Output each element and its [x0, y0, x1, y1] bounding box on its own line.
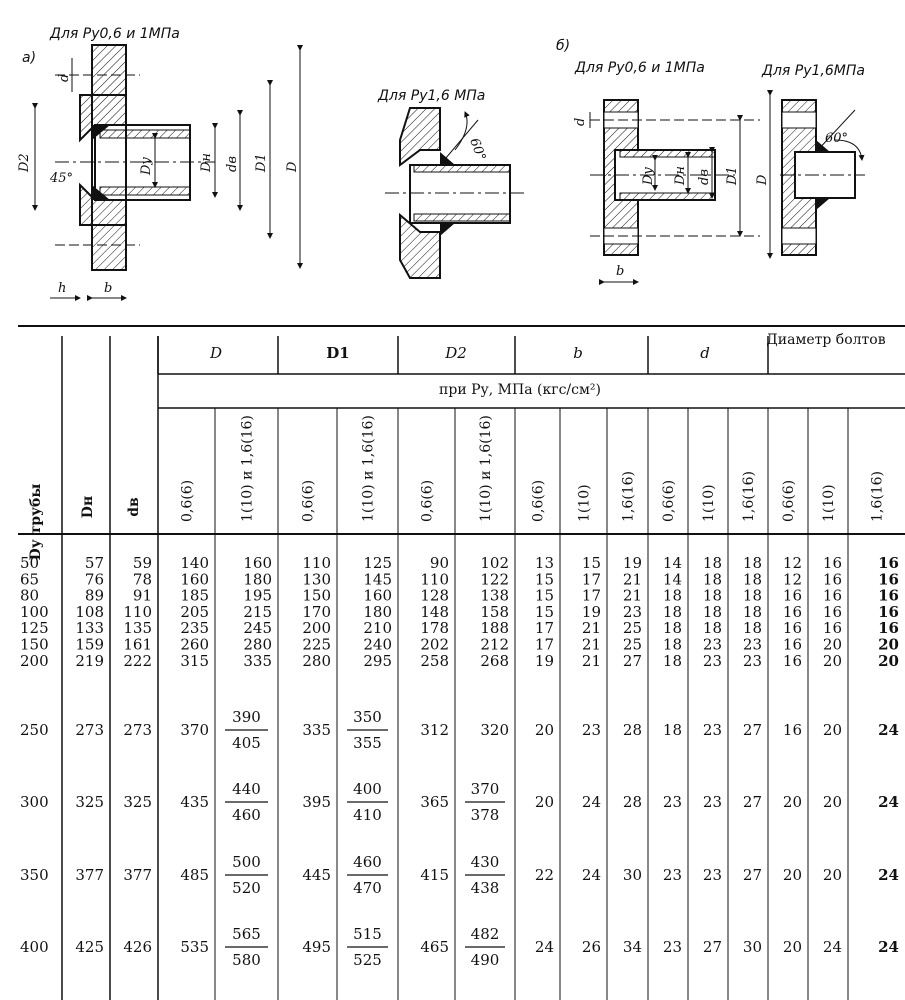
flange-dimensions-table: [0, 322, 905, 1000]
table-cell: 18: [742, 570, 762, 589]
table-cell: 15: [581, 554, 601, 572]
table-cell: 482: [470, 925, 500, 943]
table-cell: 17: [534, 619, 554, 638]
table-cell: 16: [822, 570, 842, 589]
table-cell: 200: [302, 619, 331, 638]
table-cell: 20: [822, 793, 842, 811]
table-cell: 235: [180, 619, 209, 638]
table-cell: 23: [702, 866, 722, 884]
table-cell: 30: [622, 866, 642, 884]
table-cell: 160: [363, 586, 392, 605]
dim-a-d2: D2: [17, 153, 32, 172]
table-cell: 410: [353, 806, 382, 824]
table-cell: 26: [581, 938, 601, 956]
table-cell: 425: [75, 938, 104, 956]
table-cell: 365: [420, 793, 449, 811]
table-row: [20, 554, 899, 572]
table-cell: 148: [420, 602, 449, 621]
pressure-caption: при Pу, МПа (кгс/см²): [439, 382, 601, 398]
table-cell: 78: [132, 570, 152, 589]
table-cell: 24: [822, 938, 842, 956]
table-cell: 18: [662, 651, 682, 670]
subheader-pressure: 1,6(16): [869, 470, 886, 522]
table-cell: 23: [702, 721, 722, 739]
dim-a-dn: Dн: [199, 153, 214, 172]
dim-a-D: D: [285, 161, 300, 172]
table-cell: 335: [302, 721, 331, 739]
table-cell: 300: [20, 793, 49, 811]
table-cell: 25: [622, 635, 642, 654]
table-cell: 19: [622, 554, 642, 572]
table-cell: 400: [20, 938, 49, 956]
table-cell: 12: [782, 554, 802, 572]
table-cell: 159: [75, 635, 104, 654]
header-D1: D1: [326, 344, 350, 362]
table-cell: 24: [878, 866, 899, 884]
table-row: [20, 652, 899, 670]
table-cell: 133: [75, 619, 104, 638]
table-cell: 23: [742, 635, 762, 654]
table-cell: 16: [822, 554, 842, 572]
table-cell: 460: [232, 806, 261, 824]
table-cell: 18: [662, 602, 682, 621]
table-cell: 415: [420, 866, 449, 884]
dim-a-angle45: 45°: [50, 171, 74, 186]
table-cell: 27: [622, 651, 642, 670]
table-cell: 17: [534, 635, 554, 654]
flange-drawings: [0, 0, 905, 310]
drawing-a-alt: [377, 88, 525, 278]
table-cell: 128: [420, 586, 449, 605]
table-cell: 16: [782, 721, 802, 739]
subheader-pressure: 0,6(6): [661, 479, 677, 522]
table-cell: 16: [782, 602, 802, 621]
table-cell: 395: [302, 793, 331, 811]
table-cell: 65: [20, 570, 40, 589]
dim-b-b: b: [616, 264, 625, 279]
table-cell: 170: [302, 602, 331, 621]
table-cell: 21: [581, 651, 601, 670]
table-cell: 18: [662, 721, 682, 739]
drawing-b-alt-caption: Для Pу1,6МПа: [762, 63, 865, 79]
table-cell: 20: [782, 793, 802, 811]
table-cell: 20: [878, 651, 899, 670]
table-cell: 295: [363, 651, 392, 670]
table-cell: 23: [662, 938, 682, 956]
table-cell: 14: [662, 554, 682, 572]
subheader-pressure: 0,6(6): [419, 479, 436, 522]
table-cell: 145: [363, 570, 392, 589]
table-cell: 15: [534, 586, 554, 605]
table-cell: 23: [702, 651, 722, 670]
dim-a-d: d: [57, 73, 72, 82]
table-cell: 20: [782, 938, 802, 956]
table-cell: 16: [782, 619, 802, 638]
table-cell: 222: [123, 651, 152, 670]
table-cell: 102: [480, 554, 509, 572]
table-cell: 160: [243, 554, 272, 572]
table-cell: 34: [622, 938, 642, 956]
table-row: [20, 780, 899, 824]
table-cell: 20: [534, 793, 554, 811]
table-cell: 320: [480, 721, 509, 739]
pressure-subheaders: [180, 415, 886, 522]
table-cell: 16: [878, 570, 899, 589]
table-cell: 18: [742, 586, 762, 605]
header-dv: dв: [126, 497, 142, 517]
table-cell: 23: [662, 793, 682, 811]
table-cell: 23: [742, 651, 762, 670]
table-row: [20, 587, 899, 605]
table-cell: 28: [622, 793, 642, 811]
subheader-pressure: 1,6(16): [741, 470, 757, 522]
table-cell: 515: [353, 925, 382, 943]
table-cell: 495: [302, 938, 331, 956]
table-cell: 18: [662, 586, 682, 605]
table-cell: 110: [420, 570, 449, 589]
table-cell: 355: [353, 734, 382, 752]
table-cell: 405: [232, 734, 261, 752]
table-cell: 23: [622, 602, 642, 621]
table-cell: 14: [662, 570, 682, 589]
table-cell: 20: [782, 866, 802, 884]
table-cell: 16: [878, 586, 899, 605]
table-cell: 150: [302, 586, 331, 605]
dim-a-d1: D1: [254, 153, 269, 172]
table-cell: 158: [480, 602, 509, 621]
drawing-a: [17, 26, 300, 298]
table-cell: 89: [84, 586, 104, 605]
table-cell: 18: [742, 619, 762, 638]
table-cell: 16: [782, 651, 802, 670]
table-cell: 90: [429, 554, 449, 572]
table-cell: 18: [742, 554, 762, 572]
drawing-b: [556, 38, 865, 282]
table-cell: 426: [123, 938, 152, 956]
table-cell: 140: [180, 554, 209, 572]
drawing-b-letter: б): [556, 38, 571, 54]
table-row: [20, 570, 899, 588]
table-cell: 20: [878, 635, 899, 654]
dim-a-h: h: [58, 281, 67, 296]
table-cell: 273: [75, 721, 104, 739]
table-cell: 59: [132, 554, 152, 572]
table-cell: 195: [243, 586, 272, 605]
table-cell: 16: [878, 619, 899, 638]
table-row: [20, 708, 899, 752]
table-cell: 20: [822, 635, 842, 654]
table-cell: 430: [470, 853, 500, 871]
drawing-a-letter: а): [22, 50, 37, 66]
table-cell: 21: [622, 570, 642, 589]
table-cell: 16: [782, 586, 802, 605]
table-cell: 161: [123, 635, 152, 654]
table-cell: 535: [180, 938, 209, 956]
table-cell: 110: [123, 602, 152, 621]
table-cell: 13: [534, 554, 554, 572]
angle-a-alt: 60°: [466, 136, 489, 164]
table-cell: 15: [534, 570, 554, 589]
table-cell: 325: [75, 793, 104, 811]
table-cell: 122: [480, 570, 509, 589]
table-cell: 17: [581, 570, 601, 589]
table-cell: 27: [742, 866, 762, 884]
table-cell: 57: [84, 554, 104, 572]
angle-b-alt: 60°: [825, 131, 849, 146]
subheader-pressure: 0,6(6): [530, 479, 547, 522]
table-row: [20, 603, 899, 621]
table-cell: 335: [243, 651, 272, 670]
table-cell: 225: [302, 635, 331, 654]
table-cell: 18: [702, 570, 722, 589]
dim-b-dy: Dу: [641, 167, 656, 185]
table-cell: 12: [782, 570, 802, 589]
table-cell: 580: [232, 951, 261, 969]
table-cell: 24: [581, 793, 601, 811]
table-cell: 24: [878, 793, 899, 811]
table-cell: 91: [132, 586, 152, 605]
table-cell: 268: [480, 651, 509, 670]
subheader-pressure: 1(10): [821, 484, 837, 522]
subheader-pressure: 1(10) и 1,6(16): [239, 415, 256, 522]
table-cell: 219: [75, 651, 104, 670]
table-cell: 280: [302, 651, 331, 670]
table-cell: 16: [878, 554, 899, 572]
table-cell: 25: [622, 619, 642, 638]
table-cell: 19: [581, 602, 601, 621]
table-cell: 370: [470, 780, 500, 798]
table-cell: 18: [662, 619, 682, 638]
table-cell: 18: [702, 586, 722, 605]
table-cell: 440: [232, 780, 261, 798]
table-cell: 445: [302, 866, 331, 884]
table-cell: 108: [75, 602, 104, 621]
table-cell: 378: [470, 806, 500, 824]
table-cell: 205: [180, 602, 209, 621]
table-cell: 18: [702, 619, 722, 638]
dim-b-dn: Dн: [673, 166, 688, 185]
subheader-pressure: 1(10): [701, 484, 717, 522]
table-cell: 50: [20, 554, 40, 572]
table-cell: 390: [232, 708, 261, 726]
table-cell: 23: [702, 635, 722, 654]
table-cell: 245: [243, 619, 272, 638]
drawing-a-alt-caption: Для Pу1,6 МПа: [378, 88, 486, 104]
table-cell: 21: [581, 619, 601, 638]
table-cell: 273: [123, 721, 152, 739]
table-cell: 160: [180, 570, 209, 589]
flange-a-upper: [92, 45, 126, 95]
table-cell: 20: [822, 721, 842, 739]
table-cell: 16: [782, 635, 802, 654]
table-cell: 27: [742, 721, 762, 739]
table-cell: 315: [180, 651, 209, 670]
table-cell: 16: [822, 602, 842, 621]
dim-a-dv: dв: [225, 156, 240, 172]
subheader-pressure: 0,6(6): [300, 479, 317, 522]
table-cell: 27: [702, 938, 722, 956]
table-cell: 202: [420, 635, 449, 654]
dim-b-D: D: [755, 174, 770, 185]
header-dy: Dу трубы: [28, 483, 44, 561]
header-d: d: [700, 344, 710, 362]
table-cell: 435: [180, 793, 209, 811]
table-row: [20, 925, 899, 969]
table-cell: 520: [232, 879, 261, 897]
table-cell: 23: [702, 793, 722, 811]
table-cell: 260: [180, 635, 209, 654]
table-cell: 525: [353, 951, 382, 969]
table-cell: 100: [20, 602, 49, 621]
table-cell: 212: [480, 635, 509, 654]
table-cell: 24: [581, 866, 601, 884]
table-cell: 280: [243, 635, 272, 654]
table-cell: 125: [20, 619, 49, 638]
table-cell: 24: [878, 938, 899, 956]
subheader-pressure: 0,6(6): [781, 479, 797, 522]
table-cell: 16: [822, 619, 842, 638]
table-cell: 15: [534, 602, 554, 621]
table-cell: 21: [622, 586, 642, 605]
table-row: [20, 853, 899, 897]
table-cell: 28: [622, 721, 642, 739]
table-cell: 130: [302, 570, 331, 589]
table-cell: 21: [581, 635, 601, 654]
table-cell: 500: [232, 853, 261, 871]
table-cell: 76: [84, 570, 104, 589]
table-cell: 377: [75, 866, 104, 884]
table-cell: 400: [353, 780, 382, 798]
table-cell: 465: [420, 938, 449, 956]
table-cell: 18: [662, 635, 682, 654]
table-cell: 20: [822, 651, 842, 670]
header-dn: Dн: [80, 495, 96, 519]
table-cell: 19: [534, 651, 554, 670]
table-cell: 565: [232, 925, 261, 943]
table-cell: 258: [420, 651, 449, 670]
table-cell: 23: [662, 866, 682, 884]
table-cell: 16: [878, 602, 899, 621]
table-cell: 460: [353, 853, 382, 871]
subheader-pressure: 1(10): [576, 484, 593, 522]
table-cell: 180: [243, 570, 272, 589]
drawing-a-caption: Для Pу0,6 и 1МПа: [50, 26, 180, 42]
table-cell: 215: [243, 602, 272, 621]
table-cell: 110: [302, 554, 331, 572]
dim-b-dv: dв: [697, 169, 712, 185]
table-cell: 16: [822, 586, 842, 605]
subheader-pressure: 0,6(6): [179, 479, 196, 522]
table-cell: 185: [180, 586, 209, 605]
table-cell: 24: [878, 721, 899, 739]
table-cell: 325: [123, 793, 152, 811]
header-b: b: [573, 344, 583, 362]
table-cell: 438: [470, 879, 500, 897]
table-cell: 485: [180, 866, 209, 884]
table-cell: 80: [20, 586, 40, 605]
table-cell: 24: [534, 938, 554, 956]
table-cell: 18: [702, 554, 722, 572]
dim-b-d: d: [573, 117, 588, 126]
table-cell: 22: [534, 866, 554, 884]
drawing-b-caption: Для Pу0,6 и 1МПа: [575, 60, 705, 76]
table-row: [20, 619, 899, 637]
header-bolt-diameter: Диаметр болтов: [766, 332, 886, 348]
table-cell: 200: [20, 651, 49, 670]
table-cell: 135: [123, 619, 152, 638]
table-cell: 470: [353, 879, 382, 897]
table-cell: 350: [20, 866, 49, 884]
table-cell: 18: [742, 602, 762, 621]
table-cell: 210: [363, 619, 392, 638]
table-cell: 27: [742, 793, 762, 811]
table-cell: 23: [581, 721, 601, 739]
table-cell: 20: [534, 721, 554, 739]
table-cell: 30: [742, 938, 762, 956]
table-cell: 250: [20, 721, 49, 739]
table-cell: 18: [702, 602, 722, 621]
subheader-pressure: 1(10) и 1,6(16): [478, 415, 494, 522]
dim-a-b: b: [104, 281, 113, 296]
flange-a-lower: [92, 225, 126, 270]
table-row: [20, 636, 899, 654]
dim-b-d1: D1: [725, 166, 740, 185]
table-cell: 17: [581, 586, 601, 605]
table-cell: 350: [353, 708, 382, 726]
table-cell: 178: [420, 619, 449, 638]
header-D2: D2: [445, 344, 467, 362]
table-cell: 490: [470, 951, 500, 969]
table-cell: 188: [480, 619, 509, 638]
subheader-pressure: 1,6(16): [620, 470, 637, 522]
table-cell: 125: [363, 554, 392, 572]
table-cell: 312: [420, 721, 449, 739]
table-body: [20, 554, 899, 969]
table-cell: 370: [180, 721, 209, 739]
table-cell: 180: [363, 602, 392, 621]
dim-a-dy: Dу: [139, 157, 154, 175]
subheader-pressure: 1(10) и 1,6(16): [360, 415, 377, 522]
table-cell: 240: [363, 635, 392, 654]
header-D: D: [209, 344, 223, 362]
table-cell: 20: [822, 866, 842, 884]
table-cell: 377: [123, 866, 152, 884]
table-cell: 138: [480, 586, 509, 605]
table-cell: 150: [20, 635, 49, 654]
